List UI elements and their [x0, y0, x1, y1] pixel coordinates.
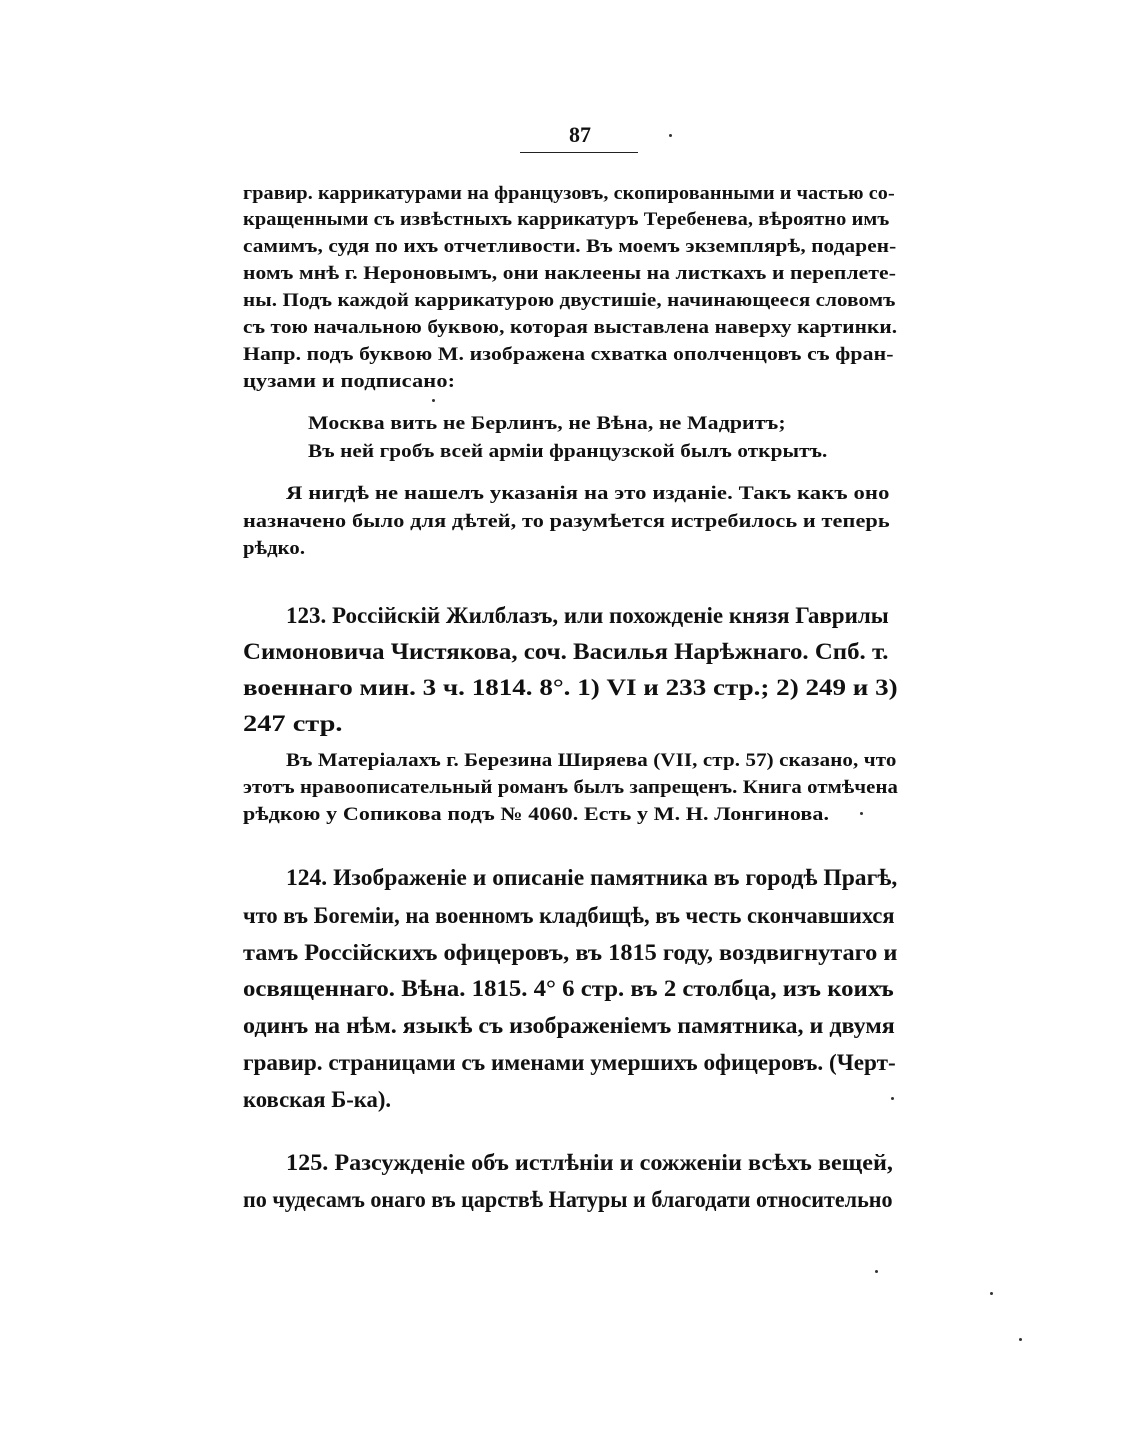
- scan-speck: [1019, 1338, 1022, 1341]
- text-line: самимъ, судя по ихъ отчетливости. Въ моемъ экземплярѣ, подарен-: [243, 236, 897, 257]
- text-line: рѣдко.: [243, 538, 306, 559]
- text-line: кращенными съ извѣстныхъ каррикатуръ Теребенева, вѣроятно имъ: [243, 209, 890, 230]
- text-line: гравир. страницами съ именами умершихъ офицеровъ. (Черт-: [243, 1050, 896, 1075]
- verse-line: Москва вить не Берлинъ, не Вѣна, не Мадритъ;: [308, 413, 786, 434]
- text-line: по чудесамъ онаго въ царствѣ Натуры и благодати относительно: [243, 1187, 893, 1212]
- text-line: Симоновича Чистякова, соч. Василья Нарѣжнаго. Спб. т.: [243, 639, 889, 664]
- text-line: военнаго мин. 3 ч. 1814. 8°. 1) VI и 233 стр.; 2) 249 и 3): [243, 675, 898, 700]
- scan-speck: [432, 399, 435, 402]
- scan-speck: [990, 1292, 993, 1295]
- page-number-rule: [520, 152, 638, 153]
- text-line: одинъ на нѣм. языкѣ съ изображеніемъ памятника, и двумя: [243, 1013, 895, 1038]
- entry-123-heading: 123. Россійскій Жилблазъ, или похожденіе князя Гаврилы: [286, 603, 889, 628]
- entry-125-heading: 125. Разсужденіе объ истлѣніи и сожженіи всѣхъ вещей,: [286, 1150, 893, 1175]
- text-line: ковская Б-ка).: [243, 1087, 392, 1112]
- text-line: номъ мнѣ г. Нероновымъ, они наклеены на листкахъ и переплете-: [243, 263, 896, 284]
- text-line: назначено было для дѣтей, то разумѣется истребилось и теперь: [243, 511, 890, 532]
- note-line: Въ Матеріалахъ г. Березина Ширяева (VII, стр. 57) сказано, что: [286, 750, 897, 771]
- text-line: гравир. каррикатурами на французовъ, скопированными и частью со-: [243, 183, 895, 204]
- scan-speck: [875, 1270, 878, 1273]
- text-line: ны. Подъ каждой каррикатурою двустишіе, начинающееся словомъ: [243, 290, 896, 311]
- text-line: съ тою начальною буквою, которая выставлена наверху картинки.: [243, 317, 898, 338]
- text-line: Напр. подъ буквою М. изображена схватка ополченцовъ съ фран-: [243, 344, 894, 365]
- text-line: тамъ Россійскихъ офицеровъ, въ 1815 году, воздвигнутаго и: [243, 940, 898, 965]
- scan-speck: [860, 812, 863, 815]
- text-line: цузами и подписано:: [243, 371, 456, 392]
- scan-speck: [891, 1097, 894, 1100]
- verse-line: Въ ней гробъ всей арміи французской былъ открытъ.: [308, 441, 828, 462]
- text-line: что въ Богеміи, на военномъ кладбищѣ, въ честь скончавшихся: [243, 903, 895, 928]
- entry-124-heading: 124. Изображеніе и описаніе памятника въ городѣ Прагѣ,: [286, 865, 898, 890]
- note-line: рѣдкою у Сопикова подъ № 4060. Есть у М. Н. Лонгинова.: [243, 804, 830, 825]
- text-line: освященнаго. Вѣна. 1815. 4° 6 стр. въ 2 столбца, изъ коихъ: [243, 976, 894, 1001]
- scan-speck: [669, 134, 672, 137]
- text-line: Я нигдѣ не нашелъ указанія на это изданіе. Такъ какъ оно: [286, 483, 890, 504]
- note-line: этотъ нравоописательный романъ былъ запрещенъ. Книга отмѣчена: [243, 777, 898, 798]
- text-line: 247 стр.: [243, 711, 343, 736]
- page-number: 87: [569, 122, 591, 147]
